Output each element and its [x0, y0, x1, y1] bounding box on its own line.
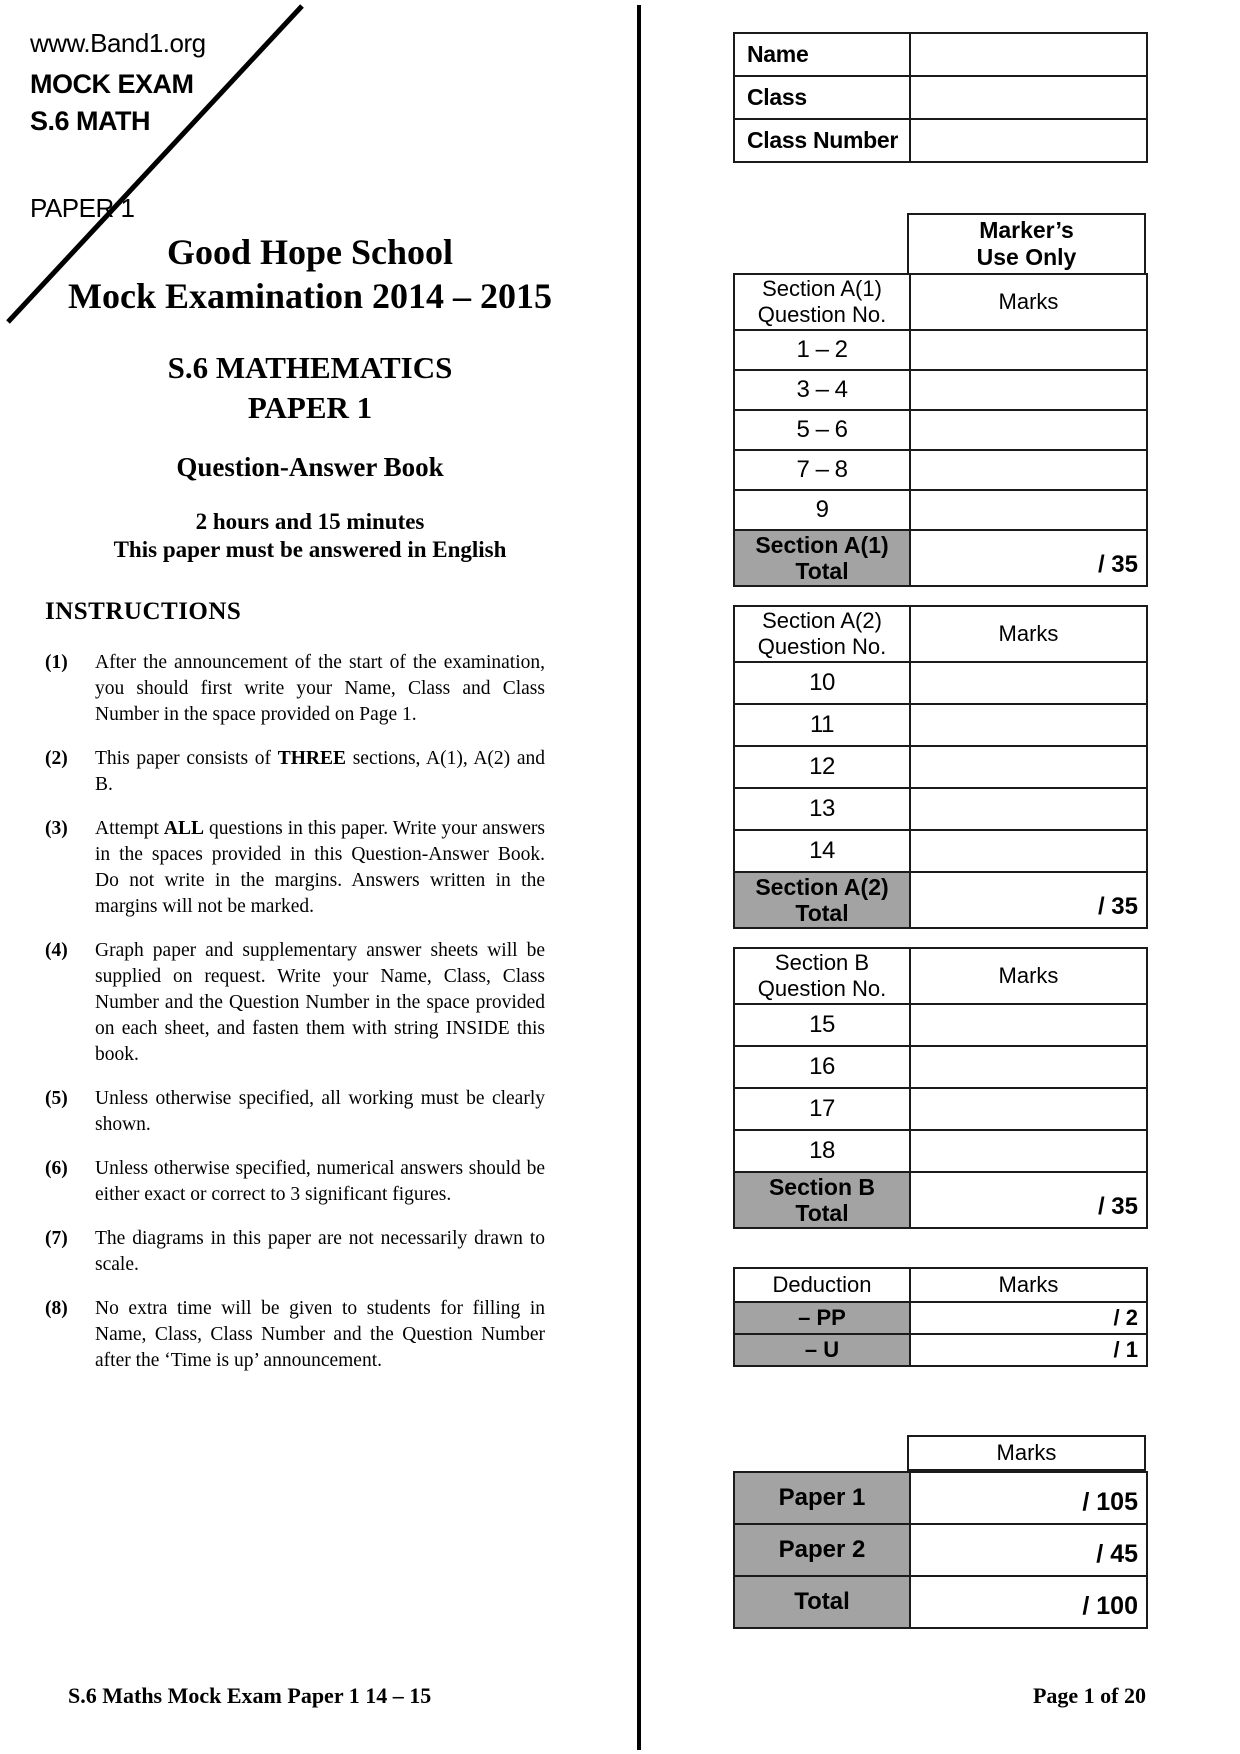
- a1-question-range: 7 – 8: [734, 450, 910, 490]
- student-info-table: [733, 32, 1148, 163]
- subject-short-label: S.6 MATH: [30, 106, 151, 136]
- b-marks-cell: [910, 1130, 1147, 1172]
- paper2-max: / 45: [910, 1524, 1147, 1576]
- a2-total-label: Section A(2) Total: [734, 872, 910, 928]
- b-question-number: 16: [734, 1046, 910, 1088]
- deduction-table: [733, 1267, 1148, 1367]
- a1-marks-cell: [910, 330, 1147, 370]
- title-block: [10, 230, 610, 318]
- b-marks-header: Marks: [910, 948, 1147, 1004]
- instruction-item-8: [45, 1296, 545, 1374]
- instruction-item-5: [45, 1086, 545, 1138]
- instruction-item-6: [45, 1156, 545, 1208]
- instruction-text: No extra time will be given to students for filling in Name, Class, Class Number and the Question Number after the ‘Time is up’ announcement.: [95, 1298, 545, 1371]
- paper-title: PAPER 1: [247, 390, 373, 425]
- paper2-label: Paper 2: [734, 1524, 910, 1576]
- a2-marks-header: Marks: [910, 606, 1147, 662]
- a1-question-range: 1 – 2: [734, 330, 910, 370]
- a1-header-cell: Section A(1) Question No.: [734, 274, 910, 330]
- b-header-cell: Section B Question No.: [734, 948, 910, 1004]
- instruction-number: (5): [45, 1088, 68, 1109]
- instruction-number: (4): [45, 940, 68, 961]
- footer-document-title: S.6 Maths Mock Exam Paper 1 14 – 15: [68, 1683, 432, 1708]
- summary-marks-header: Marks: [907, 1435, 1146, 1471]
- grand-total-max: / 100: [910, 1576, 1147, 1628]
- deduction-u-max: / 1: [910, 1334, 1147, 1366]
- a1-question-range: 5 – 6: [734, 410, 910, 450]
- instruction-item-2: [45, 746, 545, 798]
- a2-marks-cell: [910, 704, 1147, 746]
- grand-total-label: Total: [734, 1576, 910, 1628]
- language-text: This paper must be answered in English: [113, 537, 507, 562]
- instruction-number: (1): [45, 652, 68, 673]
- b-total-max: / 35: [910, 1172, 1147, 1228]
- instructions-heading: INSTRUCTIONS: [45, 598, 242, 625]
- instruction-item-7: [45, 1226, 545, 1278]
- a1-marks-cell: [910, 410, 1147, 450]
- subject-title: S.6 MATHEMATICS: [167, 350, 453, 385]
- a2-question-number: 14: [734, 830, 910, 872]
- a2-marks-cell: [910, 788, 1147, 830]
- website-url: www.Band1.org: [30, 28, 206, 58]
- b-question-number: 18: [734, 1130, 910, 1172]
- instruction-number: (3): [45, 818, 68, 839]
- a1-marks-cell: [910, 370, 1147, 410]
- class-number-input-cell[interactable]: [910, 119, 1147, 162]
- duration-text: 2 hours and 15 minutes: [195, 509, 425, 534]
- section-a2-table: [733, 605, 1148, 929]
- instruction-text: This paper consists of THREE sections, A(1), A(2) and B.: [95, 748, 545, 795]
- subject-block: [10, 348, 610, 428]
- b-marks-cell: [910, 1088, 1147, 1130]
- class-number-label: Class Number: [734, 119, 910, 162]
- instruction-number: (2): [45, 748, 68, 769]
- section-a1-table: [733, 273, 1148, 587]
- question-answer-book-label: Question-Answer Book: [176, 452, 444, 482]
- a2-marks-cell: [910, 746, 1147, 788]
- column-divider-line: [637, 5, 641, 1750]
- deduction-pp-label: – PP: [734, 1302, 910, 1334]
- a2-marks-cell: [910, 662, 1147, 704]
- instruction-text: After the announcement of the start of the examination, you should first write your Name, Class and Class Number in the space provided on Page 1.: [95, 652, 545, 725]
- instruction-item-1: [45, 650, 545, 728]
- instruction-text: Graph paper and supplementary answer sheets will be supplied on request. Write your Name, Class, Class Number and the Question Number in the space provided on each sheet, and fasten them with string INSIDE this book.: [95, 940, 545, 1065]
- a2-question-number: 11: [734, 704, 910, 746]
- class-input-cell[interactable]: [910, 76, 1147, 119]
- deduction-pp-max: / 2: [910, 1302, 1147, 1334]
- deduction-u-label: – U: [734, 1334, 910, 1366]
- b-marks-cell: [910, 1046, 1147, 1088]
- b-question-number: 17: [734, 1088, 910, 1130]
- a1-total-max: / 35: [910, 530, 1147, 586]
- instruction-item-3: [45, 816, 545, 920]
- instruction-number: (8): [45, 1298, 68, 1319]
- paper1-max: / 105: [910, 1472, 1147, 1524]
- a1-marks-header: Marks: [910, 274, 1147, 330]
- instruction-number: (7): [45, 1228, 68, 1249]
- a1-question-range: 9: [734, 490, 910, 530]
- a2-question-number: 10: [734, 662, 910, 704]
- paper-number-label: PAPER 1: [30, 193, 135, 223]
- duration-block: [10, 508, 610, 564]
- instruction-number: (6): [45, 1158, 68, 1179]
- a2-total-max: / 35: [910, 872, 1147, 928]
- b-marks-cell: [910, 1004, 1147, 1046]
- instructions-list: [45, 650, 545, 1392]
- class-label: Class: [734, 76, 910, 119]
- a1-marks-cell: [910, 490, 1147, 530]
- a2-header-cell: Section A(2) Question No.: [734, 606, 910, 662]
- markers-use-only-box: [907, 213, 1146, 275]
- instruction-text: Attempt ALL questions in this paper. Write your answers in the spaces provided in this Question-Answer Book. Do not write in the margins. Answers written in the margins will not be marked.: [95, 818, 545, 917]
- markers-use-only-line2: Use Only: [976, 244, 1077, 270]
- deduction-header: Deduction: [734, 1268, 910, 1302]
- b-question-number: 15: [734, 1004, 910, 1046]
- footer-page-number: Page 1 of 20: [1032, 1683, 1146, 1708]
- corner-block: [30, 28, 206, 224]
- a2-question-number: 12: [734, 746, 910, 788]
- deduction-marks-header: Marks: [910, 1268, 1147, 1302]
- a2-marks-cell: [910, 830, 1147, 872]
- a2-question-number: 13: [734, 788, 910, 830]
- exam-title: Mock Examination 2014 – 2015: [67, 276, 552, 316]
- markers-use-only-line1: Marker’s: [979, 217, 1074, 243]
- summary-table: [733, 1471, 1148, 1629]
- instruction-text: Unless otherwise specified, numerical answers should be either exact or correct to 3 significant figures.: [95, 1158, 545, 1205]
- instruction-text: The diagrams in this paper are not necessarily drawn to scale.: [95, 1228, 545, 1275]
- name-label: Name: [734, 33, 910, 76]
- school-name: Good Hope School: [166, 232, 454, 272]
- b-total-label: Section B Total: [734, 1172, 910, 1228]
- a1-total-label: Section A(1) Total: [734, 530, 910, 586]
- a1-marks-cell: [910, 450, 1147, 490]
- name-input-cell[interactable]: [910, 33, 1147, 76]
- section-b-table: [733, 947, 1148, 1229]
- mock-exam-label: MOCK EXAM: [30, 69, 194, 99]
- instruction-text: Unless otherwise specified, all working must be clearly shown.: [95, 1088, 545, 1135]
- paper1-label: Paper 1: [734, 1472, 910, 1524]
- instruction-item-4: [45, 938, 545, 1068]
- a1-question-range: 3 – 4: [734, 370, 910, 410]
